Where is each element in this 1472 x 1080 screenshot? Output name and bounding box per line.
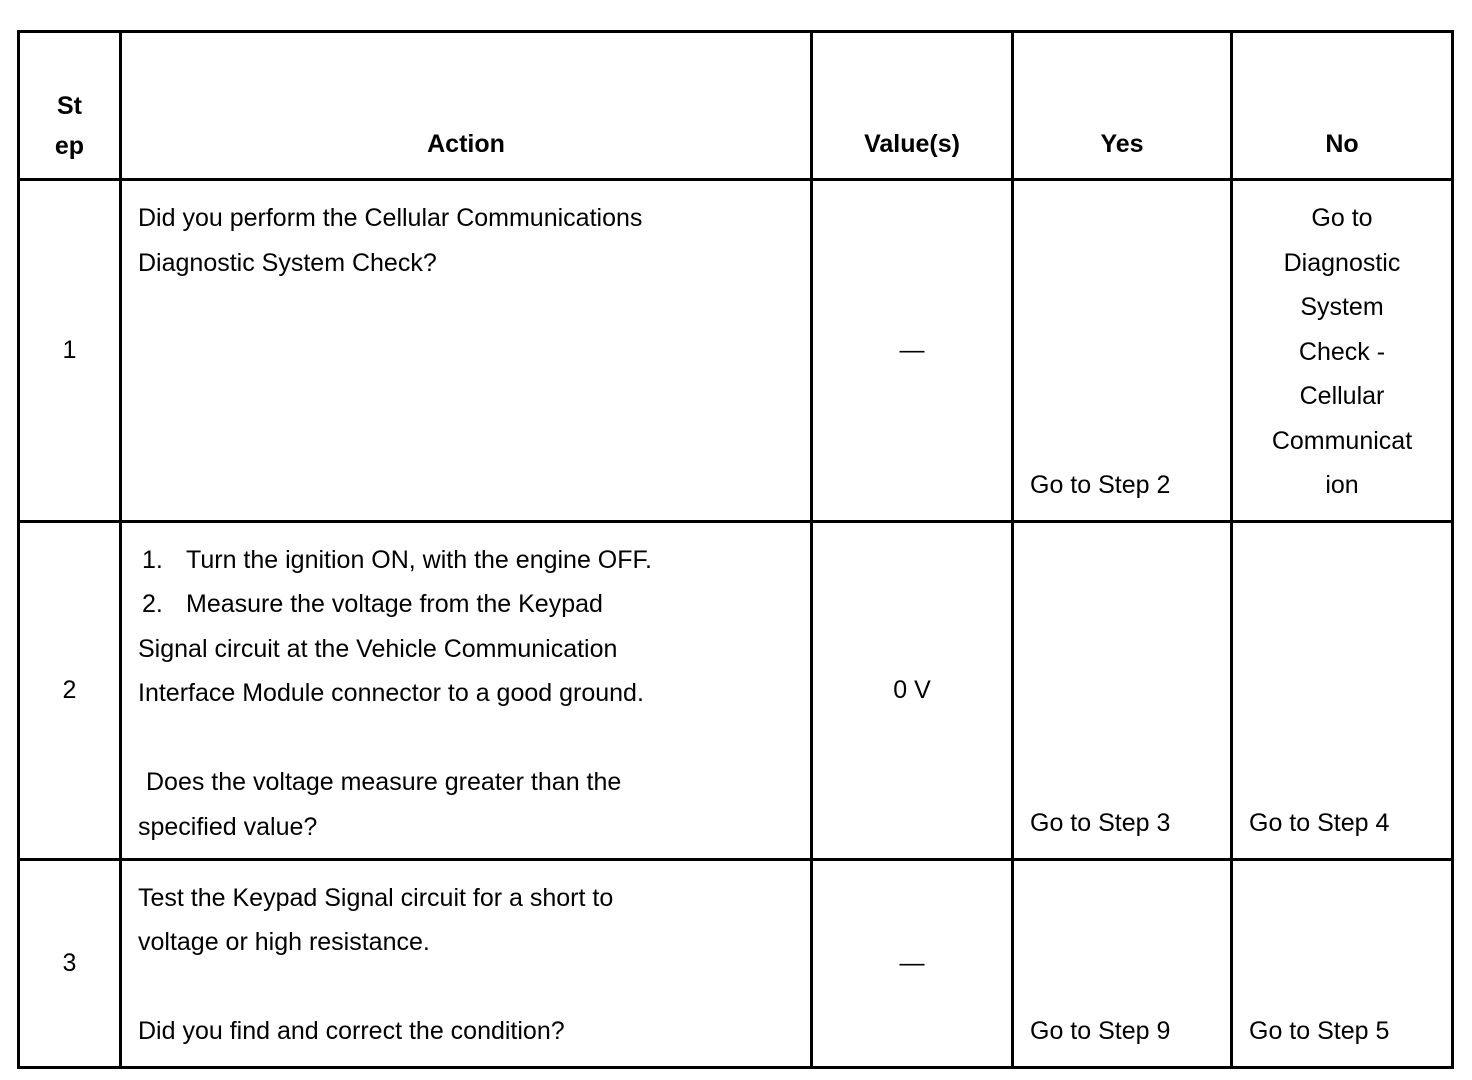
no-text: ion	[1325, 471, 1359, 499]
table-row	[19, 859, 1453, 1067]
no-link-diagnostic-system-check[interactable]	[1232, 180, 1453, 522]
no-link-step-5[interactable]: Go to Step 5	[1232, 859, 1453, 1067]
list-number: 2.	[142, 590, 163, 618]
value-cell: —	[812, 859, 1013, 1067]
step-number: 2	[19, 521, 121, 859]
question-text: Did you find and correct the condition?	[138, 1017, 565, 1045]
spacer	[138, 965, 794, 1010]
action-text: Did you perform the Cellular Communications	[138, 204, 643, 232]
no-link-step-4[interactable]: Go to Step 4	[1232, 521, 1453, 859]
list-number: 1.	[142, 545, 163, 574]
list-item	[138, 538, 794, 583]
list-text: Turn the ignition ON, with the engine OFF.	[186, 545, 652, 574]
action-cell	[121, 521, 812, 859]
action-cell	[121, 180, 812, 522]
list-item	[138, 582, 794, 627]
no-text: Communicat	[1271, 426, 1413, 455]
value-cell: 0 V	[812, 521, 1013, 859]
action-text: Test the Keypad Signal circuit for a short to	[138, 883, 614, 912]
step-number: 3	[19, 859, 121, 1067]
header-yes: Yes	[1013, 32, 1232, 180]
question-text: Does the voltage measure greater than the	[146, 768, 622, 796]
yes-link-step-9[interactable]: Go to Step 9	[1013, 859, 1232, 1067]
header-step	[19, 32, 121, 180]
no-text: System	[1300, 293, 1384, 321]
action-text: Diagnostic System Check?	[138, 248, 437, 277]
no-text: Cellular	[1299, 382, 1385, 410]
yes-link-step-2[interactable]: Go to Step 2	[1013, 180, 1232, 522]
header-step-line2: ep	[54, 132, 85, 160]
no-text: Diagnostic	[1283, 248, 1401, 277]
step-number: 1	[19, 180, 121, 522]
action-text: Interface Module connector to a good ground.	[138, 679, 644, 707]
list-text: Measure the voltage from the Keypad	[186, 590, 603, 618]
header-step-line1: St	[57, 92, 82, 120]
table-row	[19, 521, 1453, 859]
question-text: specified value?	[138, 812, 318, 841]
action-text: voltage or high resistance.	[138, 928, 430, 956]
header-row	[19, 32, 1453, 180]
header-values: Value(s)	[812, 32, 1013, 180]
no-text: Go to	[1311, 204, 1373, 232]
header-action: Action	[121, 32, 812, 180]
spacer	[138, 716, 794, 761]
value-cell: —	[812, 180, 1013, 522]
yes-link-step-3[interactable]: Go to Step 3	[1013, 521, 1232, 859]
header-no: No	[1232, 32, 1453, 180]
table-row	[19, 180, 1453, 522]
diagnostic-table	[17, 30, 1454, 1069]
action-cell	[121, 859, 812, 1067]
no-text: Check -	[1298, 337, 1386, 366]
action-text: Signal circuit at the Vehicle Communication	[138, 634, 618, 663]
